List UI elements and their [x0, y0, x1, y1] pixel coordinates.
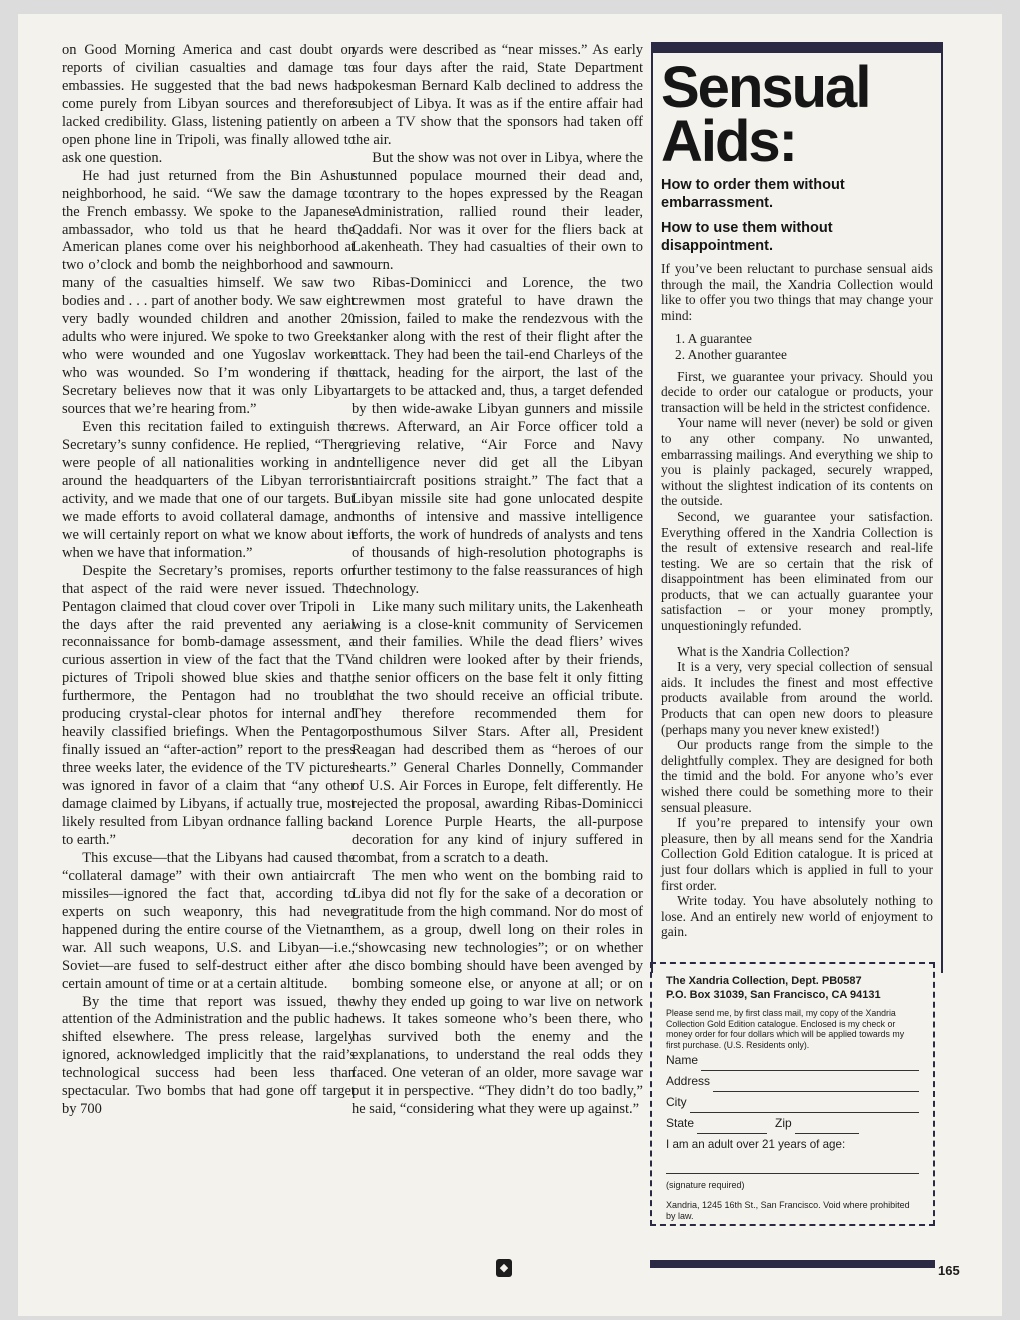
ad-paragraph: Second, we guarantee your satisfaction. Everything offered in the Xandria Collection is the result of extensive research and real-life testing. We are so certain that the risk of disappointment has been eliminated from our products, that we can actually guarantee your satisfaction – or your money promptly, unquestioningly refunded. [661, 508, 933, 634]
article-paragraph: The men who went on the bombing raid to Libya did not fly for the sake of a decoration or gratitude from the high command. Nor do most of them, as a group, dwell long on their roles in “showcasing new technologies”; or on whether the disco bombing should have been avenged by bombing someone else, or anyone at all; or on why they ended up going to war live on network news. It takes someone who’s been there, who has survived both the enemy and the explanations, to understand the real odds they faced. One veteran of an older, more savage war put it in perspective. “They didn’t do too badly,” he said, “considering what they were up against.” [352, 867, 643, 1118]
ad-intro: If you’ve been reluctant to purchase sensual aids through the mail, the Xandria Collection would like to offer you two things that may change your mind: [661, 261, 933, 323]
ad-paragraph: Our products range from the simple to the delightfully complex. They are designed for both the timid and the bold. For anyone who’s ever wished there could be something more to their sensual pleasure. [661, 737, 933, 815]
ad-paragraph: If you’re prepared to intensify your own pleasure, then by all means send for the Xandria Collection Gold Edition catalogue. It is priced at just four dollars which is applied in full to your first order. [661, 815, 933, 893]
coupon-instructions: Please send me, by first class mail, my copy of the Xandria Collection Gold Edition catalogue. Enclosed is my check or money order for four dollars which will be applied towards my first purchase. (U.S. Residents only). [666, 1008, 905, 1050]
signature-line[interactable] [666, 1151, 919, 1174]
city-field[interactable] [666, 1092, 919, 1113]
state-label: State [666, 1116, 695, 1131]
address-field[interactable] [666, 1071, 919, 1092]
ad-title-line-2: Aids: [661, 109, 796, 174]
ad-top-bar [651, 42, 943, 53]
guarantee-list-item: 1. A guarantee [675, 331, 752, 347]
name-field[interactable] [666, 1050, 919, 1071]
article-paragraph: By the time that report was issued, the attention of the Administration and the public had shifted elsewhere. The press release, largely ignored, acknowledged implicitly that the raid’s technological success had been less than spectacular. Two bombs that had gone off target by 700 [62, 993, 355, 1118]
advertisement [651, 42, 943, 973]
guarantee-list [661, 331, 933, 362]
article-paragraph: Ribas-Dominicci and Lorence, the two crewmen most grateful to have drawn the mission, failed to make the rendezvous with the tanker along with the rest of their flight after the attack. They had been the tail-end Charleys of the attack, heading for the airport, the last of the targets to be attacked and, thus, a target defended by then wide-awake Libyan gunners and missile crews. Afterward, an Air Force officer told a grieving relative, “Air Force and Navy intelligence never did get all the Libyan antiaircraft positions straight.” The fact that a Libyan missile site had gone unlocated despite months of intensive and massive intelligence efforts, the work of hundreds of analysts and tens of thousands of high-resolution photographs is further testimony to the false reassurances of high technology. [352, 275, 643, 597]
ad-subheading-1: How to order them without embarrassment. [661, 177, 845, 211]
ad-title-line-1: Sensual [661, 55, 870, 120]
zip-line[interactable] [795, 1119, 859, 1134]
ad-box [651, 53, 943, 973]
ad-paragraph: Your name will never (never) be sold or given to any other company. No unwanted, embarrassing mailings. And everything we ship to you is plainly packaged, securely wrapped, without the slightest indication of its contents on the outside. [661, 415, 933, 509]
guarantee-list-item: 2. Another guarantee [675, 346, 787, 362]
address-label: Address [666, 1074, 711, 1089]
article-paragraph: He had just returned from the Bin Ashur neighborhood, he said. “We saw the damage to the French embassy. We spoke to the Japanese ambassador, who told us that he heard the American planes come over his neighborhood at two o’clock and bomb the neighborhood and saw many of the casualties himself. We saw two bodies and . . . part of another body. We saw eight very badly wounded children and another 20 adults who were injured. We spoke to two Greeks who were wounded and one Yugoslav worker who was wounded. So I’m wondering if the Secretary believes now that it was only Libyan sources that we’re hearing from.” [62, 167, 355, 418]
ad-bottom-bar [650, 1260, 935, 1268]
ad-paragraph: Write today. You have absolutely nothing to lose. And an entirely new world of enjoyment to gain. [661, 893, 933, 940]
void-notice: Xandria, 1245 16th St., San Francisco. Void where prohibited by law. [666, 1200, 910, 1222]
address-line[interactable] [713, 1077, 919, 1092]
article-column-1 [62, 42, 355, 1119]
article-paragraph: But the show was not over in Libya, where the stunned populace mourned their dead and, contrary to the hopes expressed by the Reagan Administration, rallied round their leader, Qaddafi. Nor was it over for the fliers back at Lakenheath. They had casualties of their own to mourn. [352, 149, 643, 274]
city-line[interactable] [690, 1098, 919, 1113]
state-line[interactable] [697, 1119, 767, 1134]
article-column-2 [352, 42, 643, 1119]
zip-label: Zip [775, 1116, 792, 1131]
ad-subheading-2: How to use them without disappointment. [661, 220, 833, 254]
playboy-bunny-icon: ◆ [496, 1259, 512, 1277]
city-label: City [666, 1095, 687, 1110]
state-zip-field[interactable] [666, 1113, 919, 1134]
name-label: Name [666, 1053, 699, 1068]
article-paragraph: on Good Morning America and cast doubt on reports of civilian casualties and damage to embassies. He suggested that the bad news had come purely from Libyan sources and therefore lacked credibility. Glass, listening patiently on an open phone line in Tripoli, was finally allowed to ask one question. [62, 42, 355, 166]
article-paragraph: Despite the Secretary’s promises, reports on that aspect of the raid were never issued. The Pentagon claimed that cloud cover over Tripoli in the days after the raid prevented any aerial reconnaissance for bomb-damage assessment, a curious assertion in view of the fact that the TV pictures of Tripoli showed blue skies and that, furthermore, the Pentagon had no trouble producing crystal-clear photos for internal and heavily classified briefings. When the Pentagon finally issued an “after-action” report to the press three weeks later, the evidence of the TV pictures was ignored in favor of a claim that “any other damage claimed by Libyans, if actually true, most likely resulted from Libyan ordnance falling back to earth.” [62, 562, 355, 848]
ad-paragraph: It is a very, very special collection of sensual aids. It includes the finest and most effective products available from around the world. Products that can open new doors to pleasure (perhaps many you never knew existed!) [661, 659, 933, 737]
adult-declaration: I am an adult over 21 years of age: [666, 1138, 846, 1152]
ad-question: What is the Xandria Collection? [677, 643, 850, 659]
coupon-address-line-1: The Xandria Collection, Dept. PB0587 [666, 975, 862, 987]
article-paragraph: Even this recitation failed to extinguish the Secretary’s sunny confidence. He replied, “There were people of all nationalities working in and around the headquarters of the Libyan terrorist activity, and we made that one of our targets. But we made efforts to avoid collateral damage, and we will certainly report on what we know about it when we have that information.” [62, 419, 355, 561]
coupon-address-line-2: P.O. Box 31039, San Francisco, CA 94131 [666, 989, 881, 1001]
ad-paragraph: First, we guarantee your privacy. Should you decide to order our catalogue or products, your transaction will be held in the strictest confidence. [661, 368, 933, 415]
article-paragraph: yards were described as “near misses.” As early as four days after the raid, State Department spokesman Bernard Kalb declined to address the subject of Libya. It was as if the entire affair had been a TV show that the sponsors had taken off the air. [352, 42, 643, 148]
order-coupon [650, 962, 935, 1226]
name-line[interactable] [701, 1056, 919, 1071]
article-paragraph: This excuse—that the Libyans had caused the “collateral damage” with their own antiaircraft missiles—ignored the fact that, according to experts on such weaponry, this had never happened during the entire course of the Vietnam war. All such weapons, U.S. and Libyan—i.e., Soviet—are fused to self-destruct either after a certain amount of time or at a certain altitude. [62, 849, 355, 992]
page-number: 165 [938, 1263, 960, 1278]
article-paragraph: Like many such military units, the Lakenheath wing is a close-knit community of Servicemen and their families. While the dead fliers’ wives and children were looked after by their friends, the senior officers on the base felt it only fitting that the two should receive an official tribute. They therefore recommended them for posthumous Silver Stars. After all, President Reagan had described them as “heroes of our hearts.” General Charles Donnelly, Commander of U.S. Air Forces in Europe, felt differently. He rejected the proposal, awarding Ribas-Dominicci and Lorence Purple Hearts, the all-purpose decoration for any kind of injury suffered in combat, from a scratch to a death. [352, 598, 643, 866]
signature-label: (signature required) [666, 1180, 745, 1191]
ad-body [661, 261, 933, 940]
